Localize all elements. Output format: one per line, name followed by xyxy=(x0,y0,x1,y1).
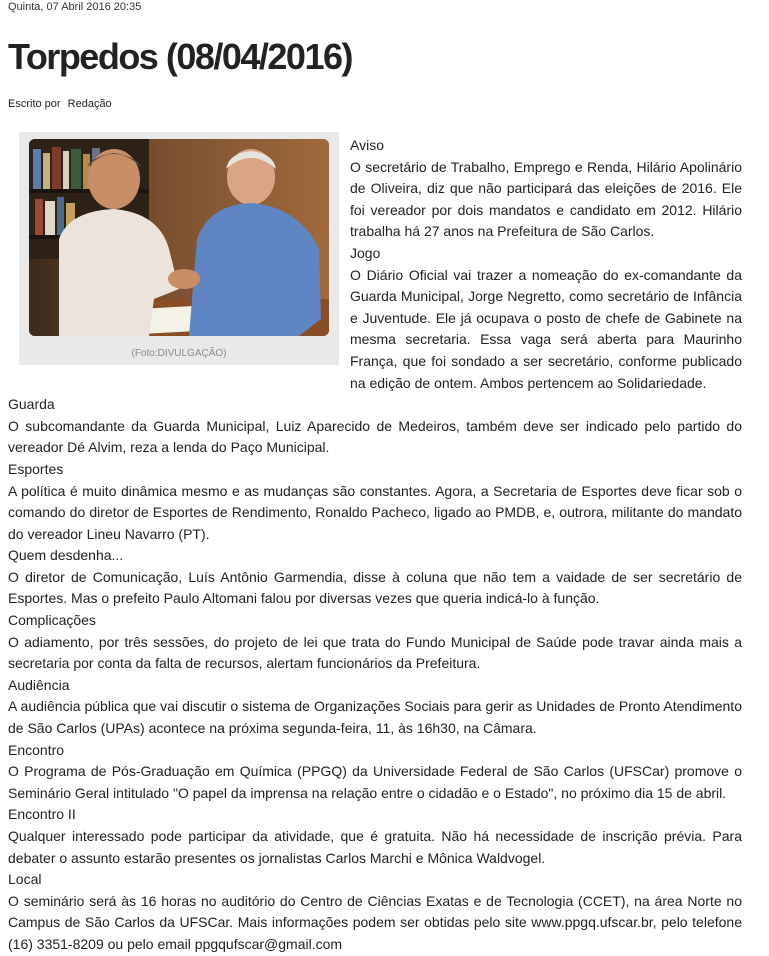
photo-caption: (Foto:DIVULGAÇÃO) xyxy=(131,348,227,359)
article-title[interactable]: Torpedos (08/04/2016) xyxy=(8,36,352,77)
section-heading: Complicações xyxy=(8,612,96,629)
section-heading: Quem desdenha... xyxy=(8,547,124,564)
article-paragraph: O diretor de Comunicação, Luís Antônio Garmendia, disse à coluna que não tem a vaidade de ser secretário de Esportes. Mas o prefeito Paulo Altomani falou por diversas vezes que queria indicá-lo à função. xyxy=(8,568,742,607)
section-heading: Aviso xyxy=(350,137,384,153)
article-paragraph: O Diário Oficial vai trazer a nomeação do ex-comandante da Guarda Municipal, Jorge Negretto, como secretário de Infância e Juventude. Ele já ocupava o posto de chefe de Gabinete na mesma secretaria. Essa vaga será aberta para Maurinho França, que foi sondado a ser secretário, conforme publicado na edição de ontem. Ambos pertencem ao Solidariedade. xyxy=(350,266,742,391)
article-paragraph: O Programa de Pós-Graduação em Química (PPGQ) da Universidade Federal de São Carlos (UFSCar) promove o Seminário Geral intitulado "O papel da imprensa na relação entre o cidadão e o Estado", no próximo dia 15 de abril. xyxy=(8,763,742,801)
article-paragraph: O adiamento, por três sessões, do projeto de lei que trata do Fundo Municipal de Saúde pode travar ainda mais a secretaria por conta da falta de recursos, alertam funcionários da Prefeitura. xyxy=(8,633,742,672)
section-heading: Guarda xyxy=(8,396,55,413)
article-paragraph: Qualquer interessado pode participar da atividade, que é gratuita. Não há necessidade de inscrição prévia. Para debater o assunto estarão presentes os jornalistas Carlos Marchi e Mônica Waldvogel. xyxy=(8,828,742,866)
byline-author: Redação xyxy=(67,98,112,110)
photo-float-spacer xyxy=(8,135,350,391)
article-paragraph: O secretário de Trabalho, Emprego e Renda, Hilário Apolinário de Oliveira, diz que não participará das eleições de 2016. Ele foi vereador por dois mandatos e candidato em 2012. Hilário trabalha há 27 anos na Prefeitura de São Carlos. xyxy=(350,158,742,240)
section-heading: Esportes xyxy=(8,460,64,477)
byline-prefix: Escrito por xyxy=(8,98,61,110)
article-body xyxy=(8,135,742,956)
article-date: Quinta, 07 Abril 2016 20:35 xyxy=(8,1,142,13)
article-paragraph: A audiência pública que vai discutir o sistema de Organizações Sociais para gerir as Unidades de Pronto Atendimento de São Carlos (UPAs) acontece na próxima segunda-feira, 11, às 16h30, na Câmara. xyxy=(8,698,742,737)
section-heading: Jogo xyxy=(350,244,381,261)
article-paragraph: O seminário será às 16 horas no auditório do Centro de Ciências Exatas e de Tecnologia (CCET), na área Norte no Campus de São Carlos da UFSCar. Mais informações podem ser obtidas pelo site www.ppgq.ufscar.br, pelo telefone (16) 3351-8209 ou pelo email ppgqufscar@gmail.com xyxy=(8,892,742,952)
section-heading: Encontro II xyxy=(8,806,76,823)
article-paragraph: O subcomandante da Guarda Municipal, Luiz Aparecido de Medeiros, também deve ser indicado pelo partido do vereador Dé Alvim, reza a lenda do Paço Municipal. xyxy=(8,417,742,456)
article-paragraph: A política é muito dinâmica mesmo e as mudanças são constantes. Agora, a Secretaria de Esportes deve ficar sob o comando do diretor de Esportes de Rendimento, Ronaldo Pacheco, ligado ao PMDB, e, outrora, militante do mandato do vereador Lineu Navarro (PT). xyxy=(8,482,742,542)
byline xyxy=(8,97,112,111)
section-heading: Encontro xyxy=(8,741,65,758)
section-heading: Local xyxy=(8,871,42,888)
section-heading: Audiência xyxy=(8,676,70,693)
